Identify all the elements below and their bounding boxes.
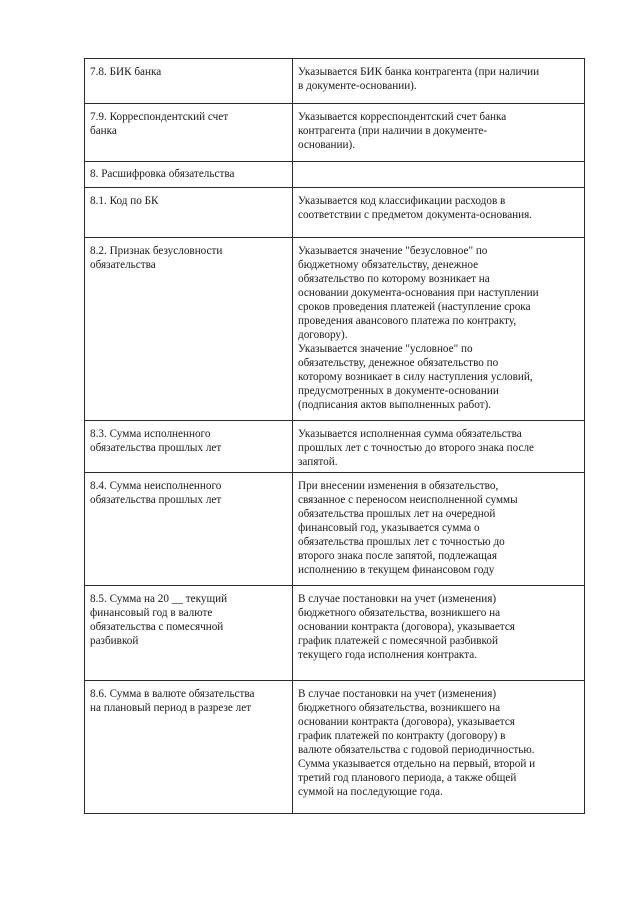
table-row xyxy=(85,473,585,586)
field-name-cell: 8.2. Признак безусловности обязательства xyxy=(85,238,293,421)
field-description-cell: Указывается код классификации расходов в соответствии с предметом документа-основания. xyxy=(293,188,585,238)
field-description-cell: Указывается исполненная сумма обязательства прошлых лет с точностью до второго знака после запятой. xyxy=(293,421,585,473)
field-name-cell: 8.4. Сумма неисполненного обязательства прошлых лет xyxy=(85,473,293,586)
table-row xyxy=(85,238,585,421)
field-description-cell: Указывается корреспондентский счет банка контрагента (при наличии в документе- основании). xyxy=(293,104,585,162)
field-name-cell: 8.1. Код по БК xyxy=(85,188,293,238)
field-name-cell: 7.9. Корреспондентский счет банка xyxy=(85,104,293,162)
table-row xyxy=(85,188,585,238)
table-row xyxy=(85,104,585,162)
field-description-cell: При внесении изменения в обязательство, связанное с переносом неисполненной суммы обязательства прошлых лет на очередной финансовый год, указывается сумма о обязательства прошлых лет с точностью до второго знака после запятой, подлежащая исполнению в текущем финансовом году xyxy=(293,473,585,586)
field-name-cell: 8.6. Сумма в валюте обязательства на плановый период в разрезе лет xyxy=(85,681,293,814)
table-row xyxy=(85,681,585,814)
section-title-cell: 8. Расшифровка обязательства xyxy=(85,162,293,188)
empty-description-cell xyxy=(293,162,585,188)
table-row xyxy=(85,586,585,681)
field-name-cell: 7.8. БИК банка xyxy=(85,59,293,104)
requisites-table xyxy=(84,58,585,814)
section-header-row xyxy=(85,162,585,188)
table-row xyxy=(85,421,585,473)
table-row xyxy=(85,59,585,104)
field-name-cell: 8.3. Сумма исполненного обязательства прошлых лет xyxy=(85,421,293,473)
field-description-cell: В случае постановки на учет (изменения) бюджетного обязательства, возникшего на основании контракта (договора), указывается график платежей по контракту (договору) в валюте обязательства с годовой периодичностью. Сумма указывается отдельно на первый, второй и третий год планового периода, а также общей суммой на последующие года. xyxy=(293,681,585,814)
field-description-cell: Указывается БИК банка контрагента (при наличии в документе-основании). xyxy=(293,59,585,104)
field-description-cell: В случае постановки на учет (изменения) бюджетного обязательства, возникшего на основании контракта (договора), указывается график платежей с помесячной разбивкой текущего года исполнения контракта. xyxy=(293,586,585,681)
field-name-cell: 8.5. Сумма на 20 __ текущий финансовый год в валюте обязательства с помесячной разбивкой xyxy=(85,586,293,681)
field-description-cell: Указывается значение "безусловное" по бюджетному обязательству, денежное обязательство по которому возникает на основании документа-основания при наступлении сроков проведения платежей (наступление срока проведения авансового платежа по контракту, договору). Указывается значение "условное" по обязательству, денежное обязательство по которому возникает в силу наступления условий, предусмотренных в документе-основании (подписания актов выполненных работ). xyxy=(293,238,585,421)
